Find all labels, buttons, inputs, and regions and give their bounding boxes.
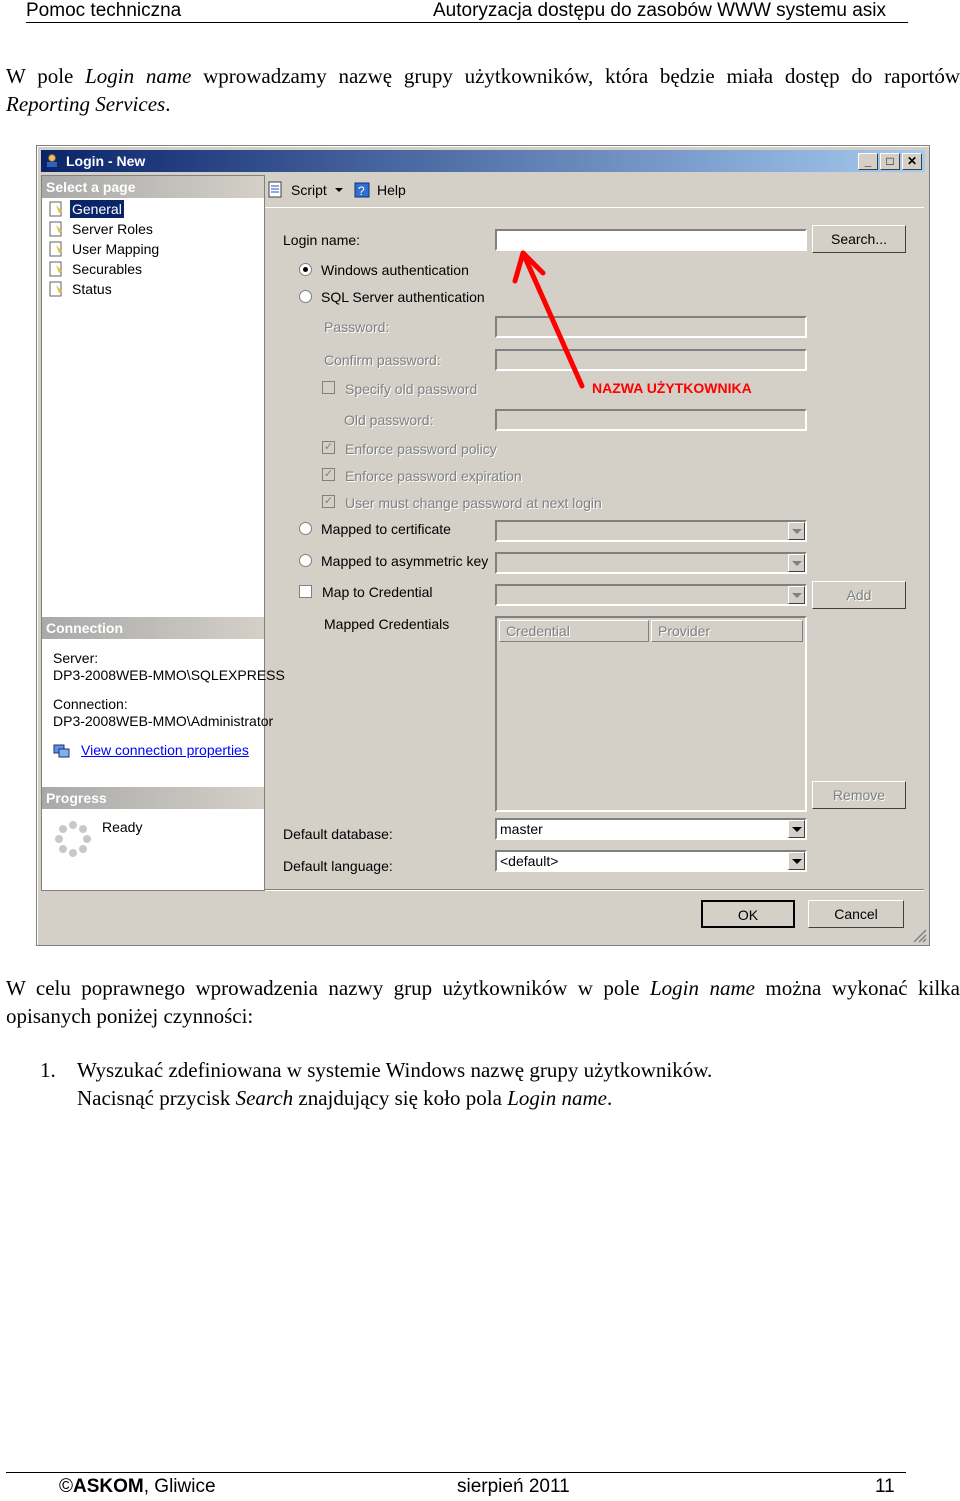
sql-auth-label: SQL Server authentication [321,289,485,305]
server-label: Server: [53,650,99,666]
search-button[interactable]: Search... [812,225,906,253]
intro-paragraph [6,62,960,118]
enforce-expiration-checkbox[interactable]: ✓ [323,468,334,480]
page-item-server-roles[interactable]: Server Roles [48,219,155,239]
connection-value: DP3-2008WEB-MMO\Administrator [53,713,274,729]
page-icon [48,241,64,257]
header-right: Autoryzacja dostępu do zasobów WWW systemu asix [432,0,886,21]
chevron-down-icon [333,185,345,195]
login-icon [45,153,60,168]
chevron-down-icon [788,586,805,604]
default-language-value: <default> [500,853,559,869]
cancel-button[interactable]: Cancel [808,900,904,928]
para2-text-1: W celu poprawnego wprowadzenia nazwy grup użytkowników w pole [6,976,650,1000]
footer-date: sierpień 2011 [457,1476,570,1497]
certificate-select[interactable] [495,520,807,542]
select-page-header: Select a page [42,176,264,198]
grid-header-credential[interactable]: Credential [499,620,649,642]
progress-header: Progress [42,787,264,809]
page-item-general[interactable]: General [48,199,124,219]
map-credential-label: Map to Credential [322,584,433,600]
page-icon [48,261,64,277]
enforce-policy-label: Enforce password policy [345,441,497,457]
toolbar [265,175,924,208]
title-bar [41,150,925,172]
must-change-checkbox[interactable]: ✓ [323,495,334,507]
mapped-certificate-label: Mapped to certificate [321,521,451,537]
grid-header-provider[interactable]: Provider [651,620,803,642]
ok-button[interactable]: OK [701,900,795,928]
red-arrow-icon [507,241,587,391]
specify-old-password-label: Specify old password [345,381,478,397]
credentials-grid[interactable] [495,616,807,812]
connection-label: Connection: [53,696,128,712]
step-1-number: 1. [40,1058,56,1082]
default-database-value: master [500,821,543,837]
specify-old-password-checkbox[interactable] [322,381,335,394]
mapped-certificate-radio[interactable] [299,522,312,535]
windows-auth-label: Windows authentication [321,262,469,278]
connection-properties-icon [53,743,71,759]
para2-text-2: można wykonać kilka opisanych poniżej czynności: [6,976,960,1028]
header-left: Pomoc techniczna [26,0,182,21]
default-language-select[interactable] [495,850,807,872]
svg-text:?: ? [358,184,365,198]
divider [265,889,924,891]
chevron-down-icon [788,554,805,572]
maximize-icon[interactable]: □ [880,153,900,170]
intro-text-2: wprowadzamy nazwę grupy użytkowników, która będzie miała dostęp do raportów [191,64,960,88]
password-label: Password: [324,319,390,335]
confirm-password-label: Confirm password: [324,352,441,368]
script-icon [267,181,287,199]
page-item-securables[interactable]: Securables [48,259,144,279]
instruction-paragraph [6,974,960,1030]
enforce-policy-checkbox[interactable]: ✓ [323,441,334,453]
connection-header: Connection [42,617,264,639]
progress-status: Ready [102,819,143,835]
step-1-line-2: Nacisnąć przycisk Search znajdujący się koło pola Login name. [77,1086,613,1110]
mapped-asym-key-radio[interactable] [299,554,312,567]
remove-button[interactable]: Remove [812,781,906,809]
old-password-label: Old password: [344,412,434,428]
view-connection-link[interactable]: View connection properties [81,742,249,758]
default-database-select[interactable] [495,818,807,840]
close-icon[interactable]: ✕ [902,153,922,170]
asym-key-select[interactable] [495,552,807,574]
help-icon [353,181,373,199]
must-change-label: User must change password at next login [345,495,602,511]
chevron-down-icon [788,852,805,870]
map-credential-checkbox[interactable] [299,585,312,598]
minimize-icon[interactable]: _ [858,153,878,170]
annotation-label: NAZWA UŻYTKOWNIKA [592,380,752,396]
old-password-input[interactable] [495,409,807,431]
login-name-label: Login name: [283,232,361,248]
page-item-user-mapping[interactable]: User Mapping [48,239,161,259]
intro-text-3: . [165,92,171,116]
sql-auth-radio[interactable] [299,290,312,303]
view-connection-row[interactable] [53,742,258,759]
left-pane [41,175,285,891]
mapped-asym-key-label: Mapped to asymmetric key [321,553,489,569]
server-value: DP3-2008WEB-MMO\SQLEXPRESS [53,667,285,683]
credential-select[interactable] [495,584,807,606]
page-icon [48,221,64,237]
footer-divider [6,1472,906,1473]
windows-auth-radio[interactable] [299,263,312,276]
default-database-label: Default database: [283,826,393,842]
enforce-expiration-label: Enforce password expiration [345,468,522,484]
dialog-title: Login - New [66,153,146,169]
default-language-label: Default language: [283,858,393,874]
chevron-down-icon [788,820,805,838]
intro-italic-1: Login name [85,64,192,88]
page-icon [48,281,64,297]
add-button[interactable]: Add [812,581,906,609]
mapped-credentials-label: Mapped Credentials [324,616,450,632]
step-1-line-1: Wyszukać zdefiniowana w systemie Windows nazwę grupy użytkowników. [77,1058,713,1082]
page-header [26,0,908,23]
intro-italic-2: Reporting Services [6,92,166,116]
resize-grip-icon[interactable] [911,927,927,943]
footer-page-number: 11 [875,1476,895,1497]
login-new-dialog [36,145,930,946]
help-button[interactable]: ? Help [353,181,406,199]
progress-spinner-icon [54,820,92,858]
page-icon [48,201,64,217]
intro-text-1: W pole [6,64,86,88]
chevron-down-icon [788,522,805,540]
script-button[interactable]: Script [267,181,349,199]
page-item-status[interactable]: Status [48,279,114,299]
footer-company: ©ASKOM, Gliwice [59,1476,216,1497]
para2-italic: Login name [650,976,755,1000]
